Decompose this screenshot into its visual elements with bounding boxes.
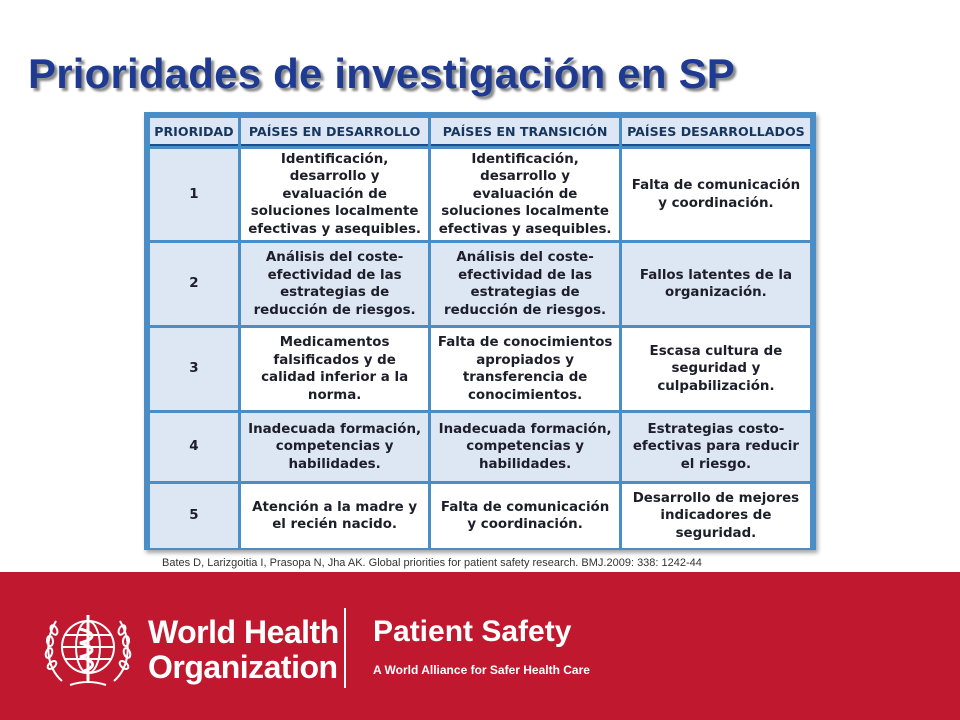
rank-cell: 2: [150, 243, 238, 325]
who-org-name: [148, 615, 339, 685]
priority-table: [147, 115, 813, 551]
developed-cell: Desarrollo de mejores indicadores de seguridad.: [622, 484, 810, 548]
header-developed: PAÍSES DESARROLLADOS: [622, 118, 810, 146]
program-name: Patient Safety: [373, 615, 572, 648]
developing-cell: Análisis del coste-efectividad de las estrategias de reducción de riesgos.: [241, 243, 428, 325]
who-org-line-1: World Health: [148, 614, 339, 650]
rank-cell: 5: [150, 484, 238, 548]
table-row: [150, 328, 810, 410]
developing-cell: Identificación, desarrollo y evaluación de soluciones localmente efectivas y asequibles.: [241, 149, 428, 240]
transition-cell: Falta de comunicación y coordinación.: [431, 484, 618, 548]
developed-cell: Fallos latentes de la organización.: [622, 243, 810, 325]
developed-cell: Escasa cultura de seguridad y culpabilización.: [622, 328, 810, 410]
priorities-table: [144, 112, 816, 550]
citation: Bates D, Larizgoitia I, Prasopa N, Jha AK. Global priorities for patient safety research. BMJ.2009: 338: 1242-44: [162, 557, 702, 569]
transition-cell: Identificación, desarrollo y evaluación de soluciones localmente efectivas y asequibles.: [431, 149, 618, 240]
who-org-line-2: Organization: [148, 649, 338, 685]
table-row: [150, 149, 810, 240]
table-row: [150, 243, 810, 325]
developed-cell: Falta de comunicación y coordinación.: [622, 149, 810, 240]
header-priority: PRIORIDAD: [150, 118, 238, 146]
transition-cell: Falta de conocimientos apropiados y transferencia de conocimientos.: [431, 328, 618, 410]
developing-cell: Inadecuada formación, competencias y habilidades.: [241, 413, 428, 481]
table-row: [150, 413, 810, 481]
rank-cell: 4: [150, 413, 238, 481]
program-tagline: A World Alliance for Safer Health Care: [373, 663, 590, 677]
transition-cell: Análisis del coste-efectividad de las estrategias de reducción de riesgos.: [431, 243, 618, 325]
transition-cell: Inadecuada formación, competencias y habilidades.: [431, 413, 618, 481]
table-row: [150, 484, 810, 548]
developing-cell: Atención a la madre y el recién nacido.: [241, 484, 428, 548]
slide-title: Prioridades de investigación en SP: [28, 50, 736, 97]
table-header-row: [150, 118, 810, 146]
footer-band: [0, 572, 960, 720]
developed-cell: Estrategias costo-efectivas para reducir el riesgo.: [622, 413, 810, 481]
footer-divider: [344, 608, 346, 688]
header-developing: PAÍSES EN DESARROLLO: [241, 118, 428, 146]
who-emblem-icon: [40, 607, 136, 691]
rank-cell: 1: [150, 149, 238, 240]
rank-cell: 3: [150, 328, 238, 410]
header-transition: PAÍSES EN TRANSICIÓN: [431, 118, 618, 146]
developing-cell: Medicamentos falsificados y de calidad inferior a la norma.: [241, 328, 428, 410]
